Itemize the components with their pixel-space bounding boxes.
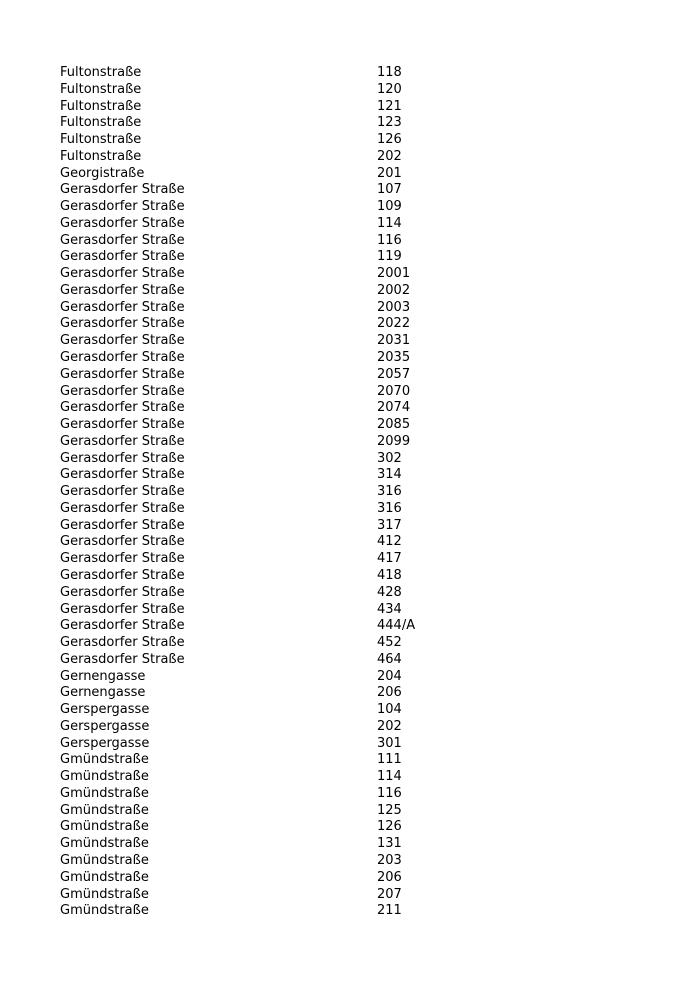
house-number-cell: 206: [377, 685, 402, 701]
table-row: [60, 887, 460, 904]
street-name-cell: Gerspergasse: [60, 718, 150, 734]
house-number-cell: 2099: [377, 433, 411, 449]
street-name-cell: Fultonstraße: [60, 115, 142, 131]
table-row: [60, 819, 460, 836]
house-number-cell: 452: [377, 635, 402, 651]
house-number-cell: 116: [377, 232, 402, 248]
table-row: [60, 719, 460, 736]
street-name-cell: Gerasdorfer Straße: [60, 316, 185, 332]
table-row: [60, 786, 460, 803]
table-row: [60, 350, 460, 367]
house-number-cell: 119: [377, 249, 402, 265]
street-name-cell: Gerspergasse: [60, 735, 150, 751]
house-number-cell: 202: [377, 718, 402, 734]
house-number-cell: 2070: [377, 383, 411, 399]
house-number-cell: 2022: [377, 316, 411, 332]
table-row: [60, 635, 460, 652]
table-row: [60, 467, 460, 484]
street-name-cell: Gerasdorfer Straße: [60, 282, 185, 298]
house-number-cell: 444/A: [377, 618, 416, 634]
table-row: [60, 618, 460, 635]
street-name-cell: Gernengasse: [60, 668, 146, 684]
table-row: [60, 752, 460, 769]
table-row: [60, 233, 460, 250]
house-number-cell: 316: [377, 500, 402, 516]
table-row: [60, 501, 460, 518]
table-row: [60, 266, 460, 283]
house-number-cell: 2035: [377, 350, 411, 366]
house-number-cell: 301: [377, 735, 402, 751]
house-number-cell: 114: [377, 769, 402, 785]
street-name-cell: Gerasdorfer Straße: [60, 635, 185, 651]
street-name-cell: Gerasdorfer Straße: [60, 567, 185, 583]
street-name-cell: Gmündstraße: [60, 769, 149, 785]
street-name-cell: Gerasdorfer Straße: [60, 249, 185, 265]
table-row: [60, 300, 460, 317]
street-name-cell: Gerasdorfer Straße: [60, 266, 185, 282]
table-row: [60, 149, 460, 166]
street-name-cell: Gerasdorfer Straße: [60, 383, 185, 399]
street-name-cell: Gerasdorfer Straße: [60, 400, 185, 416]
table-row: [60, 182, 460, 199]
street-name-cell: Gerasdorfer Straße: [60, 182, 185, 198]
house-number-cell: 2031: [377, 333, 411, 349]
table-row: [60, 769, 460, 786]
table-row: [60, 602, 460, 619]
street-name-cell: Gerasdorfer Straße: [60, 333, 185, 349]
house-number-cell: 314: [377, 467, 402, 483]
table-row: [60, 853, 460, 870]
house-number-cell: 434: [377, 601, 402, 617]
street-name-cell: Gerasdorfer Straße: [60, 484, 185, 500]
street-name-cell: Gerasdorfer Straße: [60, 584, 185, 600]
house-number-cell: 126: [377, 132, 402, 148]
table-row: [60, 132, 460, 149]
street-name-cell: Gerasdorfer Straße: [60, 199, 185, 215]
street-name-cell: Gmündstraße: [60, 903, 149, 919]
house-number-cell: 412: [377, 534, 402, 550]
table-row: [60, 585, 460, 602]
street-name-cell: Gmündstraße: [60, 852, 149, 868]
house-number-cell: 2001: [377, 266, 411, 282]
street-name-cell: Gerasdorfer Straße: [60, 366, 185, 382]
street-name-cell: Gmündstraße: [60, 836, 149, 852]
house-number-cell: 201: [377, 165, 402, 181]
street-name-cell: Fultonstraße: [60, 132, 142, 148]
house-number-cell: 126: [377, 819, 402, 835]
street-name-cell: Gerasdorfer Straße: [60, 534, 185, 550]
house-number-cell: 121: [377, 98, 402, 114]
table-row: [60, 736, 460, 753]
street-name-cell: Gerasdorfer Straße: [60, 215, 185, 231]
street-name-cell: Fultonstraße: [60, 98, 142, 114]
table-row: [60, 199, 460, 216]
street-name-cell: Gerasdorfer Straße: [60, 467, 185, 483]
house-number-cell: 2057: [377, 366, 411, 382]
house-number-cell: 203: [377, 852, 402, 868]
house-number-cell: 317: [377, 517, 402, 533]
street-name-cell: Gerasdorfer Straße: [60, 551, 185, 567]
table-row: [60, 803, 460, 820]
table-row: [60, 367, 460, 384]
table-row: [60, 702, 460, 719]
house-number-cell: 206: [377, 869, 402, 885]
table-row: [60, 568, 460, 585]
house-number-cell: 120: [377, 81, 402, 97]
street-name-cell: Georgistraße: [60, 165, 145, 181]
house-number-cell: 316: [377, 484, 402, 500]
house-number-cell: 104: [377, 702, 402, 718]
street-name-cell: Gmündstraße: [60, 819, 149, 835]
street-name-cell: Gerasdorfer Straße: [60, 517, 185, 533]
table-row: [60, 400, 460, 417]
street-name-cell: Gerasdorfer Straße: [60, 299, 185, 315]
street-name-cell: Fultonstraße: [60, 148, 142, 164]
table-row: [60, 551, 460, 568]
house-number-cell: 114: [377, 215, 402, 231]
table-row: [60, 903, 460, 920]
table-row: [60, 384, 460, 401]
house-number-cell: 107: [377, 182, 402, 198]
table-row: [60, 249, 460, 266]
table-row: [60, 870, 460, 887]
house-number-cell: 211: [377, 903, 402, 919]
house-number-cell: 118: [377, 65, 402, 80]
table-row: [60, 836, 460, 853]
street-name-cell: Gmündstraße: [60, 886, 149, 902]
street-name-cell: Gerasdorfer Straße: [60, 433, 185, 449]
house-number-cell: 418: [377, 567, 402, 583]
house-number-cell: 116: [377, 785, 402, 801]
table-row: [60, 451, 460, 468]
street-name-cell: Gerspergasse: [60, 702, 150, 718]
table-row: [60, 283, 460, 300]
street-name-cell: Gerasdorfer Straße: [60, 651, 185, 667]
street-name-cell: Gerasdorfer Straße: [60, 232, 185, 248]
street-name-cell: Gmündstraße: [60, 869, 149, 885]
street-name-cell: Gmündstraße: [60, 802, 149, 818]
table-row: [60, 669, 460, 686]
street-name-cell: Gmündstraße: [60, 785, 149, 801]
table-row: [60, 99, 460, 116]
table-row: [60, 316, 460, 333]
street-name-cell: Gerasdorfer Straße: [60, 450, 185, 466]
house-number-cell: 204: [377, 668, 402, 684]
table-row: [60, 417, 460, 434]
table-row: [60, 333, 460, 350]
house-number-cell: 131: [377, 836, 402, 852]
table-row: [60, 115, 460, 132]
table-row: [60, 685, 460, 702]
table-row: [60, 434, 460, 451]
street-name-cell: Fultonstraße: [60, 65, 142, 80]
table-row: [60, 652, 460, 669]
table-row: [60, 65, 460, 82]
house-number-cell: 2074: [377, 400, 411, 416]
house-number-cell: 207: [377, 886, 402, 902]
house-number-cell: 2085: [377, 417, 411, 433]
table-row: [60, 484, 460, 501]
table-row: [60, 166, 460, 183]
house-number-cell: 109: [377, 199, 402, 215]
table-row: [60, 216, 460, 233]
house-number-cell: 111: [377, 752, 402, 768]
house-number-cell: 2002: [377, 282, 411, 298]
house-number-cell: 123: [377, 115, 402, 131]
address-table: [60, 65, 460, 920]
street-name-cell: Gerasdorfer Straße: [60, 500, 185, 516]
street-name-cell: Gernengasse: [60, 685, 146, 701]
street-name-cell: Gerasdorfer Straße: [60, 601, 185, 617]
street-name-cell: Gmündstraße: [60, 752, 149, 768]
house-number-cell: 428: [377, 584, 402, 600]
street-name-cell: Gerasdorfer Straße: [60, 618, 185, 634]
street-name-cell: Fultonstraße: [60, 81, 142, 97]
house-number-cell: 2003: [377, 299, 411, 315]
table-row: [60, 82, 460, 99]
street-name-cell: Gerasdorfer Straße: [60, 417, 185, 433]
house-number-cell: 417: [377, 551, 402, 567]
house-number-cell: 202: [377, 148, 402, 164]
table-row: [60, 518, 460, 535]
house-number-cell: 125: [377, 802, 402, 818]
house-number-cell: 302: [377, 450, 402, 466]
house-number-cell: 464: [377, 651, 402, 667]
street-name-cell: Gerasdorfer Straße: [60, 350, 185, 366]
table-row: [60, 534, 460, 551]
